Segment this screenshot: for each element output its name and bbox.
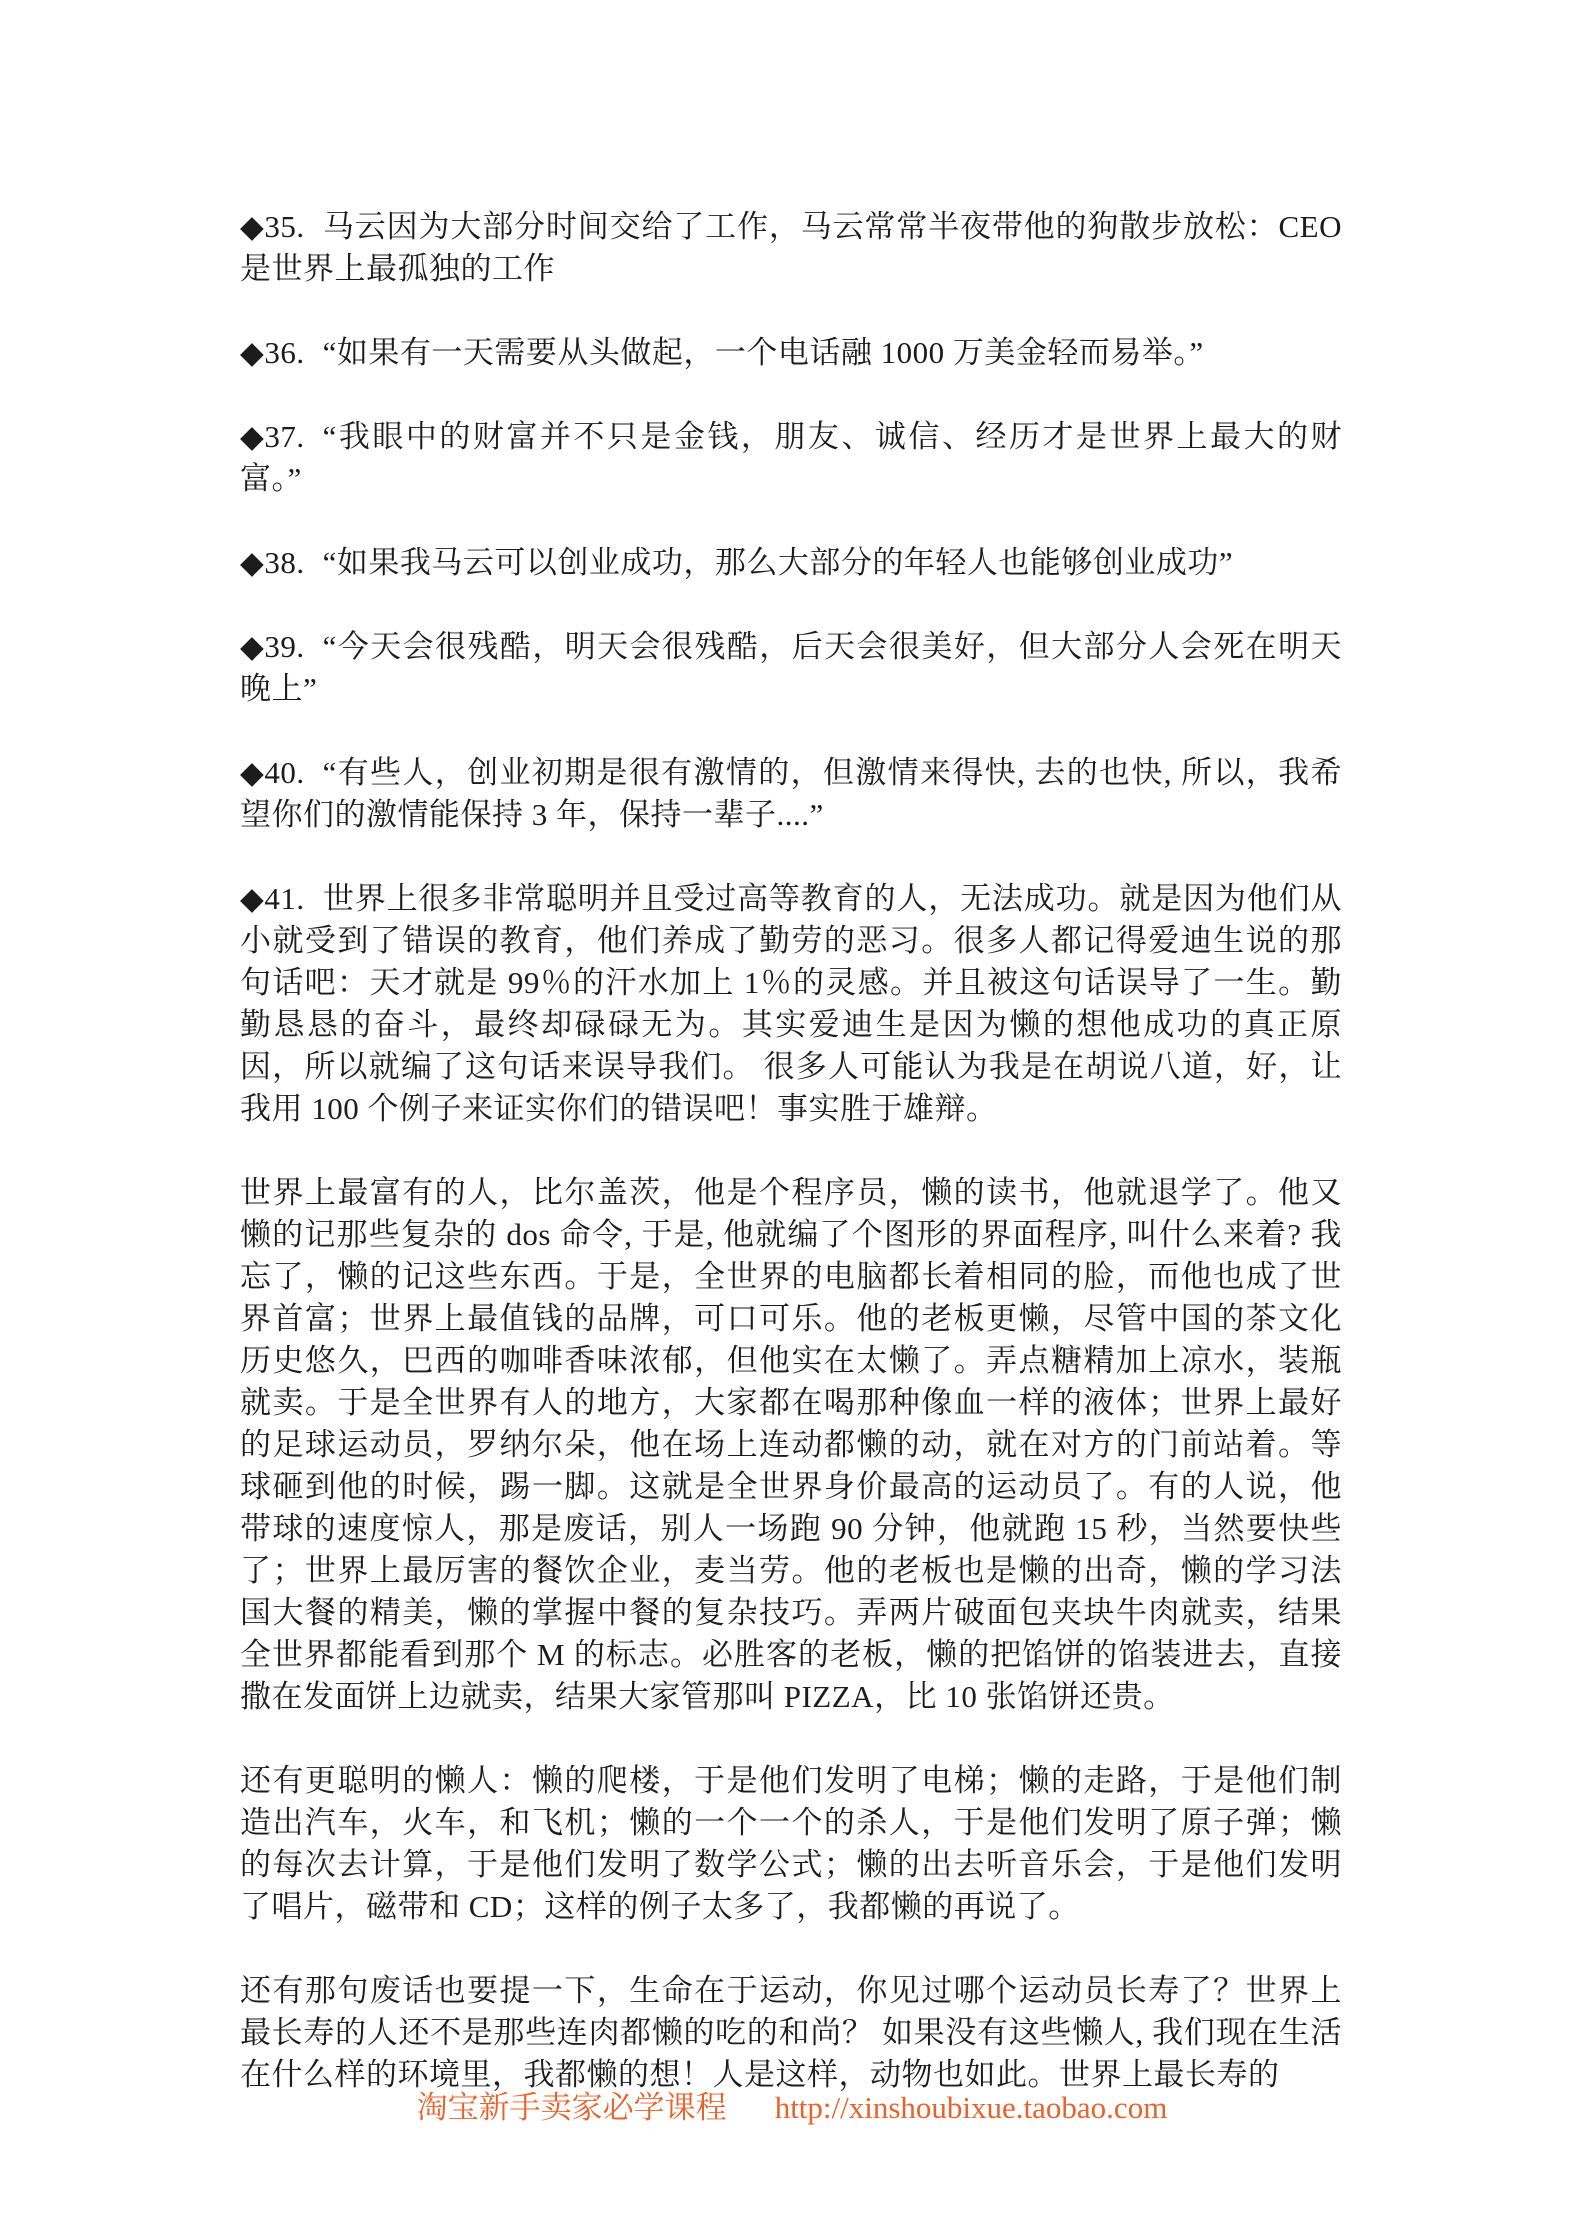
quote-item-36: [240, 332, 1342, 374]
quote-item-35: [240, 206, 1342, 290]
quote-text: “如果我马云可以创业成功，那么大部分的年轻人也能够创业成功”: [322, 545, 1234, 580]
quote-text: “我眼中的财富并不只是金钱，朋友、诚信、经历才是世界上最大的财富。”: [240, 419, 1342, 496]
quote-text: “今天会很残酷，明天会很残酷，后天会很美好，但大部分人会死在明天晚上”: [240, 629, 1342, 706]
body-paragraph-exercise: 还有那句废话也要提一下，生命在于运动，你见过哪个运动员长寿了？世界上最长寿的人还不是那些连肉都懒的吃的和尚？ 如果没有这些懒人, 我们现在生活在什么样的环境里，我都懒的想！人是这样，动物也如此。世界上最长寿的: [240, 1973, 1342, 2092]
quote-bullet-number: ◆41.: [240, 881, 305, 916]
quote-item-40: [240, 752, 1342, 836]
quote-text: 世界上很多非常聪明并且受过高等教育的人，无法成功。就是因为他们从小就受到了错误的教育，他们养成了勤劳的恶习。很多人都记得爱迪生说的那句话吧：天才就是 99％的汗水加上 1％的灵感。并且被这句话误导了一生。勤勤恳恳的奋斗，最终却碌碌无为。其实爱迪生是因为懒的想他成功的真正原因，所以就编了这句话来误导我们。 很多人可能认为我是在胡说八道，好，让我用 100 个例子来证实你们的错误吧！事实胜于雄辩。: [240, 881, 1342, 1126]
quote-text: 马云因为大部分时间交给了工作，马云常常半夜带他的狗散步放松：CEO 是世界上最孤独的工作: [240, 209, 1342, 286]
document-body: [240, 206, 1342, 2096]
quote-text: “有些人，创业初期是很有激情的，但激情来得快, 去的也快, 所以，我希望你们的激情能保持 3 年，保持一辈子....”: [240, 755, 1342, 832]
page-footer: [0, 2088, 1584, 2128]
quote-bullet-number: ◆39.: [240, 629, 305, 664]
quote-bullet-number: ◆38.: [240, 545, 305, 580]
quote-item-37: [240, 416, 1342, 500]
quote-item-41: [240, 878, 1342, 1130]
quote-bullet-number: ◆36.: [240, 335, 305, 370]
quote-bullet-number: ◆37.: [240, 419, 305, 454]
body-paragraph-smarter-lazy: 还有更聪明的懒人：懒的爬楼，于是他们发明了电梯；懒的走路，于是他们制造出汽车，火车，和飞机；懒的一个一个的杀人，于是他们发明了原子弹；懒的每次去计算，于是他们发明了数学公式；懒的出去听音乐会，于是他们发明了唱片，磁带和 CD；这样的例子太多了，我都懒的再说了。: [240, 1763, 1342, 1924]
body-paragraph-lazy-examples: 世界上最富有的人，比尔盖茨，他是个程序员，懒的读书，他就退学了。他又懒的记那些复杂的 dos 命令, 于是, 他就编了个图形的界面程序, 叫什么来着? 我忘了，懒的记这些东西。于是，全世界的电脑都长着相同的脸，而他也成了世界首富；世界上最值钱的品牌，可口可乐。他的老板更懒，尽管中国的茶文化历史悠久，巴西的咖啡香味浓郁，但他实在太懒了。弄点糖精加上凉水，装瓶就卖。于是全世界有人的地方，大家都在喝那种像血一样的液体；世界上最好的足球运动员，罗纳尔朵，他在场上连动都懒的动，就在对方的门前站着。等球砸到他的时候，踢一脚。这就是全世界身价最高的运动员了。有的人说，他带球的速度惊人，那是废话，别人一场跑 90 分钟，他就跑 15 秒，当然要快些了；世界上最厉害的餐饮企业，麦当劳。他的老板也是懒的出奇，懒的学习法国大餐的精美，懒的掌握中餐的复杂技巧。弄两片破面包夹块牛肉就卖，结果全世界都能看到那个 M 的标志。必胜客的老板，懒的把馅饼的馅装进去，直接撒在发面饼上边就卖，结果大家管那叫 PIZZA，比 10 张馅饼还贵。: [240, 1175, 1342, 1714]
quote-item-38: [240, 542, 1342, 584]
footer-course-label: 淘宝新手卖家必学课程: [416, 2090, 727, 2125]
quote-text: “如果有一天需要从头做起，一个电话融 1000 万美金轻而易举。”: [322, 335, 1204, 370]
quote-bullet-number: ◆40.: [240, 755, 305, 790]
quote-bullet-number: ◆35.: [240, 209, 305, 244]
footer-url-link[interactable]: http://xinshoubixue.taobao.com: [774, 2090, 1168, 2125]
quote-item-39: [240, 626, 1342, 710]
